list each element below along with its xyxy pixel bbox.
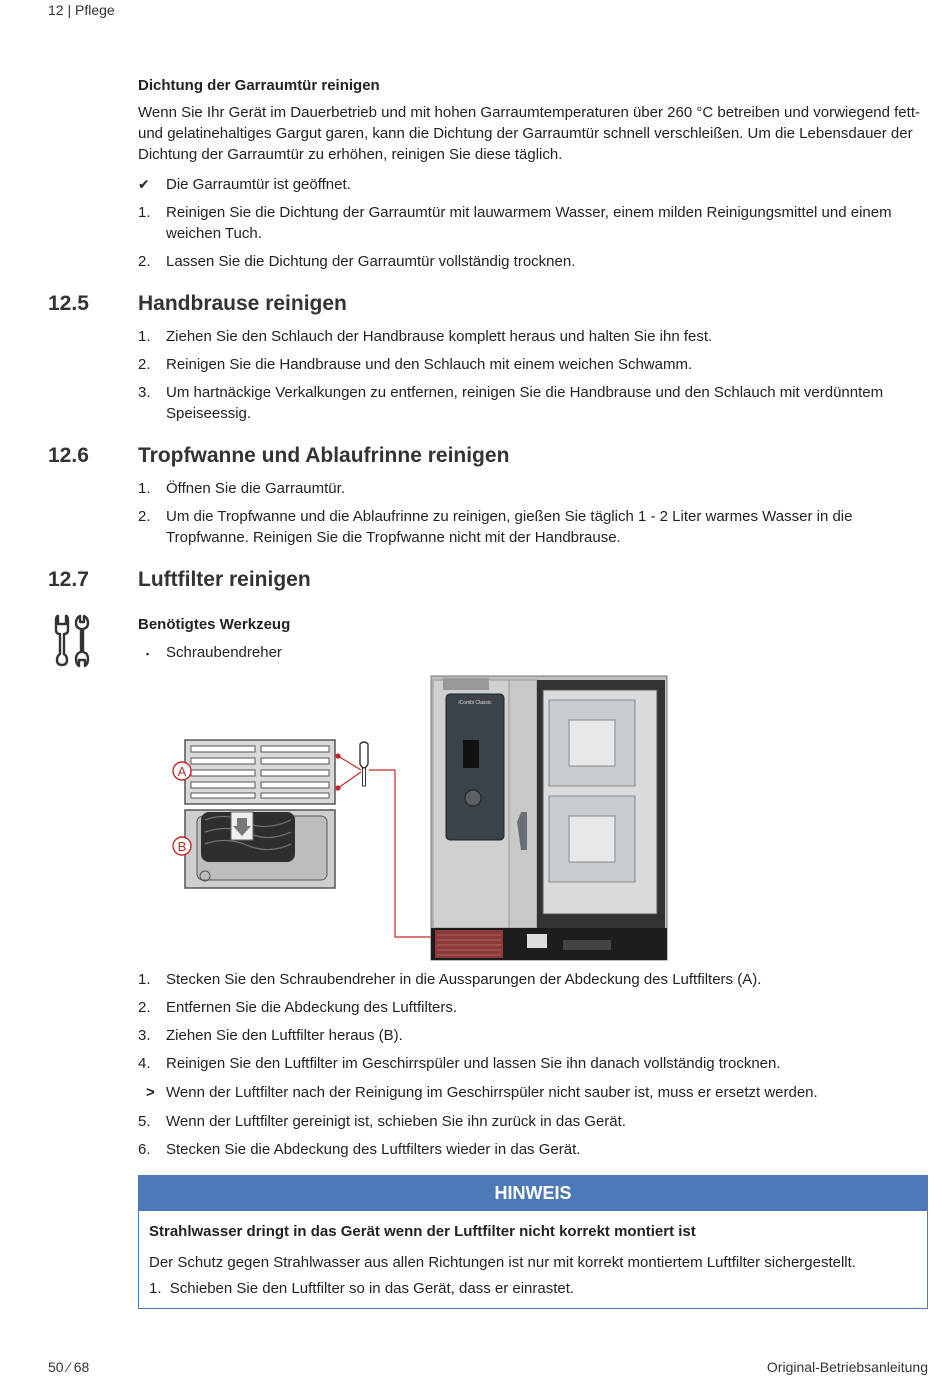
luftfilter-step-4 bbox=[138, 1053, 928, 1074]
label-a: A bbox=[177, 764, 187, 779]
step-number: 2. bbox=[138, 999, 151, 1016]
running-head: 12 | Pflege bbox=[48, 2, 115, 18]
handbrause-step-2 bbox=[138, 354, 928, 375]
air-filter-figure bbox=[165, 672, 670, 964]
label-b: B bbox=[177, 839, 187, 854]
filter-cover-illustration bbox=[185, 740, 335, 804]
check-icon: ✔ bbox=[138, 176, 150, 192]
step-text: Wenn der Luftfilter gereinigt ist, schieben Sie ihn zurück in das Gerät. bbox=[166, 1113, 626, 1130]
tools-icon bbox=[52, 612, 94, 668]
step-text: Reinigen Sie die Dichtung der Garraumtür mit lauwarmem Wasser, einem milden Reinigungsmittel und einem weichen Tuch. bbox=[166, 204, 892, 242]
door-seal-step-2 bbox=[138, 251, 928, 272]
tools-title: Benötigtes Werkzeug bbox=[138, 616, 291, 633]
step-text: Stecken Sie die Abdeckung des Luftfilters wieder in das Gerät. bbox=[166, 1141, 581, 1158]
door-seal-intro: Wenn Sie Ihr Gerät im Dauerbetrieb und mit hohen Garraumtemperaturen über 260 °C betreiben und vorwiegend fett- und gelatinehaltiges Gargut garen, kann die Dichtung der Garraumtür schnell verschleißen. Um die Lebensdauer der Dichtung der Garraumtür zu erhöhen, reinigen Sie diese täglich. bbox=[138, 104, 920, 163]
step-text: Öffnen Sie die Garraumtür. bbox=[166, 480, 345, 497]
page-number: 50 ⁄ 68 bbox=[48, 1359, 90, 1375]
step-number: 2. bbox=[138, 253, 151, 270]
step-text: Lassen Sie die Dichtung der Garraumtür vollständig trocknen. bbox=[166, 253, 576, 270]
step-text: Entfernen Sie die Abdeckung des Luftfilters. bbox=[166, 999, 458, 1016]
screwdriver-illustration bbox=[360, 742, 368, 786]
result-arrow-icon: > bbox=[146, 1084, 155, 1101]
luftfilter-step-3 bbox=[138, 1025, 928, 1046]
filter-insert-illustration bbox=[185, 810, 335, 888]
step-text: Reinigen Sie die Handbrause und den Schlauch mit einem weichen Schwamm. bbox=[166, 356, 693, 373]
step-text: Um hartnäckige Verkalkungen zu entfernen, reinigen Sie die Handbrause und den Schlauch mit verdünntem Speiseessig. bbox=[166, 384, 884, 422]
step-number: 3. bbox=[138, 1027, 151, 1044]
luftfilter-step-6 bbox=[138, 1139, 928, 1160]
step-number: 1. bbox=[138, 204, 151, 221]
section-title-12-7: Luftfilter reinigen bbox=[138, 568, 311, 591]
step-number: 3. bbox=[138, 384, 151, 401]
combi-oven-illustration bbox=[431, 676, 667, 960]
section-number-12-7: 12.7 bbox=[48, 568, 89, 591]
result-text: Wenn der Luftfilter nach der Reinigung im Geschirrspüler nicht sauber ist, muss er ersetzt werden. bbox=[166, 1084, 818, 1101]
step-text: Ziehen Sie den Luftfilter heraus (B). bbox=[166, 1027, 403, 1044]
step-number: 6. bbox=[138, 1141, 151, 1158]
precondition-text: Die Garraumtür ist geöffnet. bbox=[166, 176, 351, 193]
handbrause-step-3 bbox=[138, 382, 928, 424]
notice-heading: HINWEIS bbox=[139, 1176, 927, 1211]
notice-subtitle: Strahlwasser dringt in das Gerät wenn der Luftfilter nicht korrekt montiert ist bbox=[149, 1223, 696, 1240]
luftfilter-step-5 bbox=[138, 1111, 928, 1132]
bullet-icon: ▪ bbox=[146, 649, 150, 659]
step-text: Reinigen Sie den Luftfilter im Geschirrspüler und lassen Sie ihn danach vollständig trocknen. bbox=[166, 1055, 781, 1072]
step-text: Schieben Sie den Luftfilter so in das Gerät, dass er einrastet. bbox=[169, 1280, 575, 1297]
section-title-12-6: Tropfwanne und Ablaufrinne reinigen bbox=[138, 444, 510, 467]
tool-item bbox=[138, 642, 928, 663]
notice-step bbox=[149, 1278, 574, 1299]
tropfwanne-step-2 bbox=[138, 506, 928, 548]
tool-text: Schraubendreher bbox=[166, 644, 282, 661]
precondition-item bbox=[138, 174, 928, 195]
step-text: Ziehen Sie den Schlauch der Handbrause komplett heraus und halten Sie ihn fest. bbox=[166, 328, 713, 345]
luftfilter-step-1 bbox=[138, 969, 928, 990]
section-title-12-5: Handbrause reinigen bbox=[138, 292, 347, 315]
step-number: 5. bbox=[138, 1113, 151, 1130]
door-seal-step-1 bbox=[138, 202, 928, 244]
step-number: 1. bbox=[138, 328, 151, 345]
tropfwanne-step-1 bbox=[138, 478, 928, 499]
step-number: 2. bbox=[138, 508, 151, 525]
notice-text: Der Schutz gegen Strahlwasser aus allen Richtungen ist nur mit korrekt montiertem Luftfilter sichergestellt. bbox=[149, 1254, 856, 1271]
door-seal-title: Dichtung der Garraumtür reinigen bbox=[138, 77, 380, 94]
handbrause-step-1 bbox=[138, 326, 928, 347]
step-text: Stecken Sie den Schraubendreher in die Aussparungen der Abdeckung des Luftfilters (A). bbox=[166, 971, 762, 988]
luftfilter-result bbox=[138, 1082, 928, 1103]
step-text: Um die Tropfwanne und die Ablaufrinne zu reinigen, gießen Sie täglich 1 - 2 Liter warmes Wasser in die Tropfwanne. Reinigen Sie die Tropfwanne nicht mit der Handbrause. bbox=[166, 508, 853, 546]
step-number: 1. bbox=[149, 1280, 162, 1297]
section-number-12-6: 12.6 bbox=[48, 444, 89, 467]
step-number: 1. bbox=[138, 480, 151, 497]
luftfilter-step-2 bbox=[138, 997, 928, 1018]
section-number-12-5: 12.5 bbox=[48, 292, 89, 315]
step-number: 1. bbox=[138, 971, 151, 988]
step-number: 4. bbox=[138, 1055, 151, 1072]
step-number: 2. bbox=[138, 356, 151, 373]
oven-brand: iCombi Classic bbox=[458, 700, 492, 706]
document-title: Original-Betriebsanleitung bbox=[766, 1359, 928, 1375]
notice-box bbox=[138, 1175, 928, 1309]
